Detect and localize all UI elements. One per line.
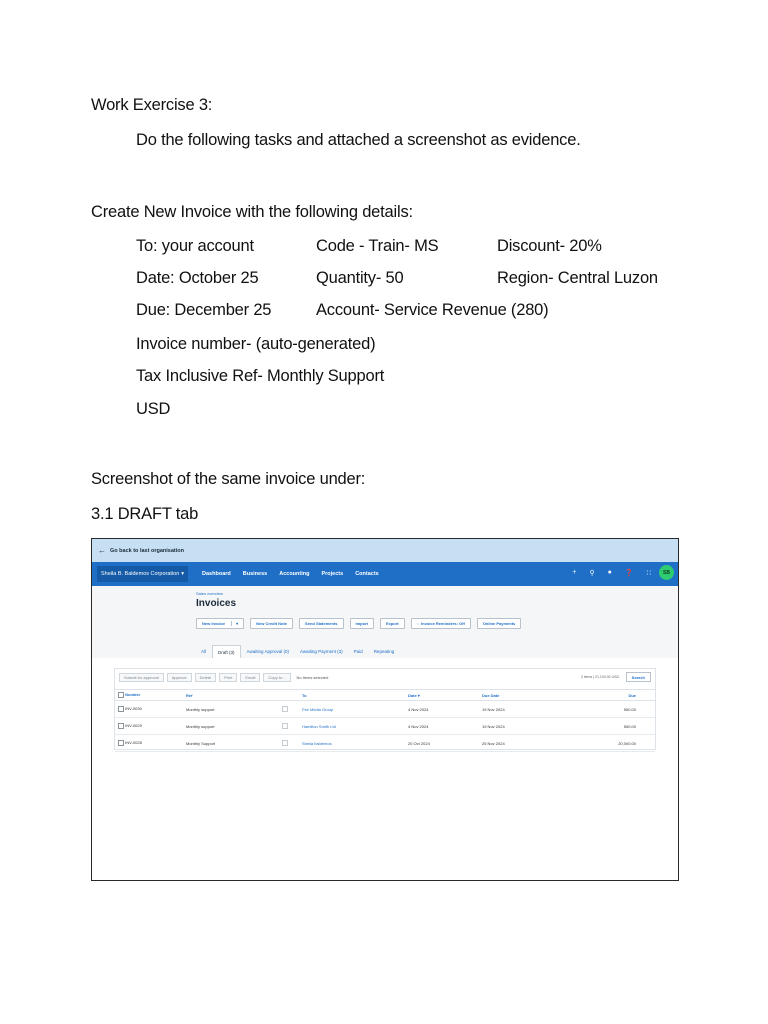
nav-business[interactable]: Business — [242, 571, 268, 577]
detail-quantity: Quantity- 50 — [316, 269, 404, 287]
col-due[interactable]: Due — [565, 690, 639, 701]
detail-account: Account- Service Revenue (280) — [316, 301, 549, 319]
invoice-number: INV-0029 — [125, 723, 142, 729]
detail-currency: USD — [136, 400, 171, 418]
col-attachment — [279, 690, 299, 701]
invoice-due-date: 19 Nov 2024 — [479, 701, 565, 718]
col-number-label: Number — [125, 692, 141, 698]
nav-dashboard[interactable]: Dashboard — [202, 571, 231, 577]
exercise-heading: Work Exercise 3: — [91, 96, 213, 114]
create-heading: Create New Invoice with the following details: — [91, 203, 413, 221]
help-icon[interactable]: ❓ — [624, 569, 634, 577]
submit-for-approval-button[interactable]: Submit for approval — [119, 673, 164, 682]
invoice-to[interactable]: Sheila baldemos — [299, 735, 405, 752]
print-button[interactable]: Print — [219, 673, 237, 682]
detail-code: Code - Train- MS — [316, 237, 439, 255]
table-row[interactable] — [115, 718, 655, 735]
attachment-icon — [282, 706, 288, 712]
nav-projects[interactable]: Projects — [321, 571, 344, 577]
chevron-down-icon[interactable]: ▾ — [231, 621, 238, 626]
tab-all[interactable]: All — [201, 649, 207, 654]
caret-down-icon: ▾ — [181, 571, 185, 577]
attachment-icon — [282, 740, 288, 746]
search-icon[interactable]: ⚲ — [589, 569, 595, 577]
page-header — [92, 586, 678, 658]
col-ref[interactable]: Ref — [183, 690, 279, 701]
arrow-left-icon: ← — [98, 546, 106, 555]
tab-repeating[interactable]: Repeating — [373, 649, 395, 654]
export-button[interactable]: Export — [380, 618, 405, 629]
toolbar — [196, 618, 527, 629]
draft-heading: 3.1 DRAFT tab — [91, 505, 199, 523]
top-nav — [92, 562, 678, 586]
invoice-date: 4 Nov 2024 — [405, 718, 479, 735]
col-date[interactable] — [405, 690, 479, 701]
nav-accounting[interactable]: Accounting — [279, 571, 310, 577]
row-checkbox[interactable] — [118, 723, 124, 729]
tab-awaiting-payment[interactable]: Awaiting Payment (3) — [299, 649, 343, 654]
detail-invoice-number: Invoice number- (auto-generated) — [136, 335, 376, 353]
breadcrumb[interactable]: Sales overview — [196, 591, 223, 596]
detail-due: Due: December 25 — [136, 301, 272, 319]
org-switcher[interactable] — [97, 566, 188, 582]
send-statements-button[interactable]: Send Statements — [299, 618, 343, 629]
invoice-ref: Monthly support — [183, 718, 279, 735]
invoice-due-date: 19 Nov 2024 — [479, 718, 565, 735]
tab-awaiting-approval[interactable]: Awaiting Approval (0) — [246, 649, 289, 654]
new-invoice-label: New Invoice — [202, 621, 226, 626]
detail-tax-ref: Tax Inclusive Ref- Monthly Support — [136, 367, 385, 385]
tab-draft[interactable]: Draft (3) — [212, 645, 241, 658]
invoice-ref: Monthly support — [183, 701, 279, 718]
row-checkbox[interactable] — [118, 740, 124, 746]
invoice-tabs — [196, 645, 400, 658]
nav-contacts[interactable]: Contacts — [355, 571, 379, 577]
table-row[interactable] — [115, 735, 655, 752]
tab-paid[interactable]: Paid — [353, 649, 363, 654]
page-title: Invoices — [196, 598, 237, 609]
detail-region: Region- Central Luzon — [497, 269, 658, 287]
table-row[interactable] — [115, 701, 655, 718]
reminder-icon: ◌ — [416, 621, 420, 626]
invoice-ref: Monthly Support — [183, 735, 279, 752]
invoice-date: 20 Oct 2024 — [405, 735, 479, 752]
table-header-row — [115, 690, 655, 701]
invoice-list-panel — [114, 668, 656, 750]
invoice-reminders-button[interactable] — [411, 618, 471, 629]
invoice-reminders-label: Invoice Reminders: Off — [421, 621, 465, 626]
invoice-to[interactable]: Hamilton Smith Ltd — [299, 718, 405, 735]
detail-to: To: your account — [136, 237, 254, 255]
invoice-screenshot — [91, 538, 679, 881]
back-link[interactable]: Go back to last organisation — [110, 547, 184, 554]
invoice-due-date: 25 Nov 2024 — [479, 735, 565, 752]
new-invoice-button[interactable] — [196, 618, 244, 629]
col-number[interactable] — [115, 690, 183, 701]
plus-icon[interactable]: + — [572, 569, 577, 576]
copy-to-button[interactable]: Copy to... — [263, 673, 290, 682]
delete-button[interactable]: Delete — [195, 673, 217, 682]
invoice-number: INV-0030 — [125, 706, 142, 712]
import-button[interactable]: Import — [350, 618, 374, 629]
back-bar[interactable] — [92, 539, 678, 562]
new-credit-note-button[interactable]: New Credit Note — [250, 618, 293, 629]
avatar[interactable]: SB — [659, 565, 674, 580]
bulk-actions — [119, 673, 328, 682]
selection-status: No items selected — [296, 675, 329, 680]
attachment-icon — [282, 723, 288, 729]
screenshot-heading: Screenshot of the same invoice under: — [91, 470, 366, 488]
sort-down-icon: ▾ — [417, 692, 420, 698]
bell-icon[interactable]: ● — [607, 569, 612, 576]
col-spacer — [639, 690, 655, 701]
online-payments-button[interactable]: Online Payments — [477, 618, 521, 629]
invoice-due: 20,000.00 — [565, 735, 639, 752]
col-to[interactable]: To — [299, 690, 405, 701]
detail-discount: Discount- 20% — [497, 237, 602, 255]
col-date-label: Date — [408, 692, 417, 698]
invoice-date: 4 Nov 2024 — [405, 701, 479, 718]
email-button[interactable]: Email — [240, 673, 260, 682]
org-name: Sheila B. Baldemos Corporation — [101, 571, 180, 577]
invoice-number: INV-0028 — [125, 740, 142, 746]
instruction-text: Do the following tasks and attached a screenshot as evidence. — [136, 131, 581, 149]
select-all-checkbox[interactable] — [118, 692, 124, 698]
list-summary: 3 items | 21,100.00 USD — [580, 675, 619, 679]
search-button[interactable]: Search — [626, 672, 651, 682]
col-due-date[interactable]: Due Date — [479, 690, 565, 701]
approve-button[interactable]: Approve — [167, 673, 192, 682]
invoice-table — [115, 689, 655, 752]
apps-grid-icon[interactable]: ∷ — [646, 569, 651, 577]
invoice-due: 550.00 — [565, 718, 639, 735]
invoice-due: 550.00 — [565, 701, 639, 718]
invoice-to[interactable]: Fee Media Group — [299, 701, 405, 718]
detail-date: Date: October 25 — [136, 269, 259, 287]
row-checkbox[interactable] — [118, 706, 124, 712]
